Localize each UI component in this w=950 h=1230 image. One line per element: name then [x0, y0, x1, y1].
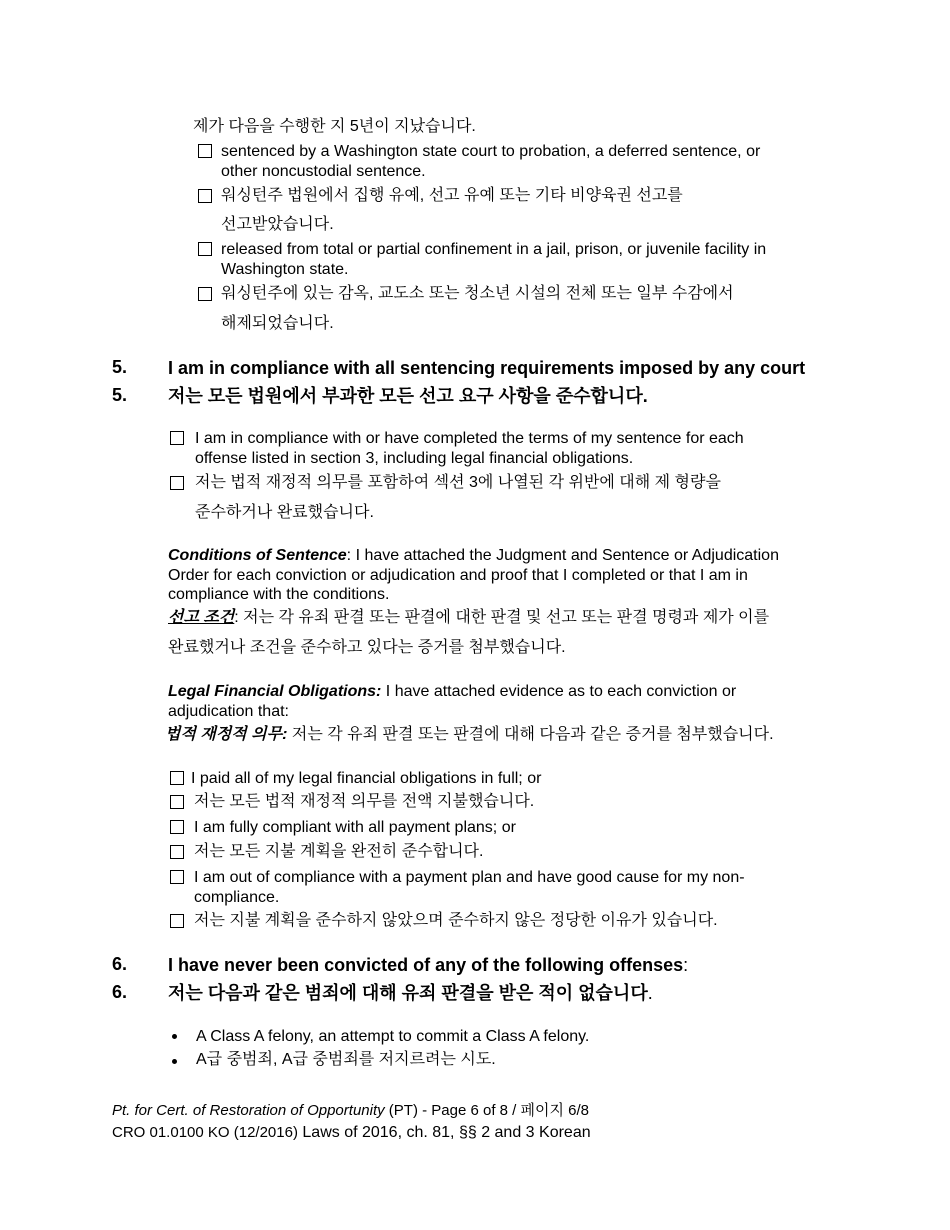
option-released-ko-line2: 해제되었습니다.: [221, 315, 334, 332]
footer-form-line: [112, 1124, 591, 1142]
offense-class-a-ko: A급 중범죄, A급 중범죄를 저지르려는 시도.: [196, 1051, 496, 1068]
lfo-label-ko: 법적 재정적 의무:: [165, 726, 288, 743]
option-probation-en-line1: sentenced by a Washington state court to probation, a deferred sentence, or: [221, 143, 761, 160]
conditions-ko-line2: 완료했거나 조건을 준수하고 있다는 증거를 첨부했습니다.: [168, 639, 566, 656]
checkbox-probation-ko[interactable]: [198, 189, 212, 203]
option-probation-ko-line1: 워싱턴주 법원에서 집행 유예, 선고 유예 또는 기타 비양육권 선고를: [221, 187, 683, 204]
compliance-ko-line1: 저는 법적 재정적 의무를 포함하여 섹션 3에 나열된 각 위반에 대해 제 형량을: [195, 474, 721, 491]
conditions-ko-line1: [168, 608, 769, 628]
section4-intro-ko: 제가 다음을 수행한 지 5년이 지났습니다.: [193, 118, 476, 135]
option-probation-ko-line2: 선고받았습니다.: [221, 216, 334, 233]
lfo-option-payment-plan-en: I am fully compliant with all payment plans; or: [194, 819, 516, 836]
checkbox-paid-full-en[interactable]: [170, 771, 184, 785]
footer-form-code: CRO 01.0100 KO (12/2016): [112, 1124, 298, 1141]
lfo-option-good-cause-en-line2: compliance.: [194, 889, 280, 906]
footer-title-italic: Pt. for Cert. of Restoration of Opportunity: [112, 1102, 385, 1119]
lfo-option-paid-full-ko: 저는 모든 법적 재정적 의무를 전액 지불했습니다.: [194, 793, 535, 810]
compliance-ko-line2: 준수하거나 완료했습니다.: [195, 504, 374, 521]
checkbox-compliance-ko[interactable]: [170, 476, 184, 490]
footer-title: [112, 1102, 589, 1120]
section6-heading-en: [168, 954, 688, 976]
lfo-en-line2: adjudication that:: [168, 703, 289, 720]
lfo-option-good-cause-ko: 저는 지불 계획을 준수하지 않았으며 준수하지 않은 정당한 이유가 있습니다.: [194, 912, 718, 929]
footer-page-info: (PT) - Page 6 of 8 / 페이지 6/8: [384, 1102, 590, 1119]
section5-heading-en: I am in compliance with all sentencing requirements imposed by any court: [168, 358, 806, 378]
checkbox-good-cause-en[interactable]: [170, 870, 184, 884]
section6-heading-en-colon: :: [683, 955, 689, 975]
checkbox-payment-plan-ko[interactable]: [170, 845, 184, 859]
lfo-en-text1: I have attached evidence as to each conviction or: [381, 683, 737, 700]
conditions-en-line1: [168, 546, 779, 565]
lfo-ko-line: [165, 725, 774, 745]
conditions-ko-text1: : 저는 각 유죄 판결 또는 판결에 대한 판결 및 선고 또는 판결 명령과 제가 이를: [234, 609, 770, 626]
section5-number-ko: 5.: [112, 385, 128, 405]
section6-heading-ko-text: 저는 다음과 같은 범죄에 대해 유죄 판결을 받은 적이 없습니다: [168, 983, 648, 1003]
lfo-option-paid-full-en: I paid all of my legal financial obligations in full; or: [191, 770, 542, 787]
section6-number-ko: 6.: [112, 982, 128, 1002]
option-probation-en-line2: other noncustodial sentence.: [221, 163, 426, 180]
checkbox-good-cause-ko[interactable]: [170, 914, 184, 928]
lfo-label-en: Legal Financial Obligations:: [168, 683, 382, 700]
conditions-en-line2: Order for each conviction or adjudication and proof that I completed or that I am in: [168, 567, 748, 584]
checkbox-released-en[interactable]: [198, 242, 212, 256]
checkbox-paid-full-ko[interactable]: [170, 795, 184, 809]
bullet-marker: [172, 1059, 177, 1064]
section5-heading-ko: 저는 모든 법원에서 부과한 모든 선고 요구 사항을 준수합니다.: [168, 386, 648, 406]
lfo-option-payment-plan-ko: 저는 모든 지불 계획을 완전히 준수합니다.: [194, 843, 484, 860]
section5-number-en: 5.: [112, 357, 128, 377]
section6-heading-ko-period: .: [647, 983, 653, 1003]
conditions-en-text1: : I have attached the Judgment and Sentence or Adjudication: [346, 547, 779, 564]
offense-class-a-en: A Class A felony, an attempt to commit a Class A felony.: [196, 1028, 590, 1045]
compliance-en-line1: I am in compliance with or have completed the terms of my sentence for each: [195, 430, 744, 447]
conditions-en-line3: compliance with the conditions.: [168, 586, 390, 603]
lfo-option-good-cause-en-line1: I am out of compliance with a payment plan and have good cause for my non-: [194, 869, 745, 886]
bullet-marker: [172, 1034, 177, 1039]
lfo-ko-text: 저는 각 유죄 판결 또는 판결에 대해 다음과 같은 증거를 첨부했습니다.: [287, 726, 774, 743]
conditions-label-en: Conditions of Sentence: [168, 547, 347, 564]
checkbox-probation-en[interactable]: [198, 144, 212, 158]
checkbox-compliance-en[interactable]: [170, 431, 184, 445]
checkbox-released-ko[interactable]: [198, 287, 212, 301]
option-released-ko-line1: 워싱턴주에 있는 감옥, 교도소 또는 청소년 시설의 전체 또는 일부 수감에서: [221, 285, 734, 302]
lfo-en-line1: [168, 682, 736, 701]
compliance-en-line2: offense listed in section 3, including legal financial obligations.: [195, 450, 634, 467]
section6-heading-en-text: I have never been convicted of any of the following offenses: [168, 955, 684, 975]
conditions-label-ko: 선고 조건: [168, 609, 235, 626]
section6-heading-ko: [168, 982, 653, 1004]
checkbox-payment-plan-en[interactable]: [170, 820, 184, 834]
section6-number-en: 6.: [112, 954, 128, 974]
option-released-en-line2: Washington state.: [221, 261, 349, 278]
footer-laws: Laws of 2016, ch. 81, §§ 2 and 3 Korean: [297, 1124, 591, 1141]
option-released-en-line1: released from total or partial confinement in a jail, prison, or juvenile facility in: [221, 241, 767, 258]
